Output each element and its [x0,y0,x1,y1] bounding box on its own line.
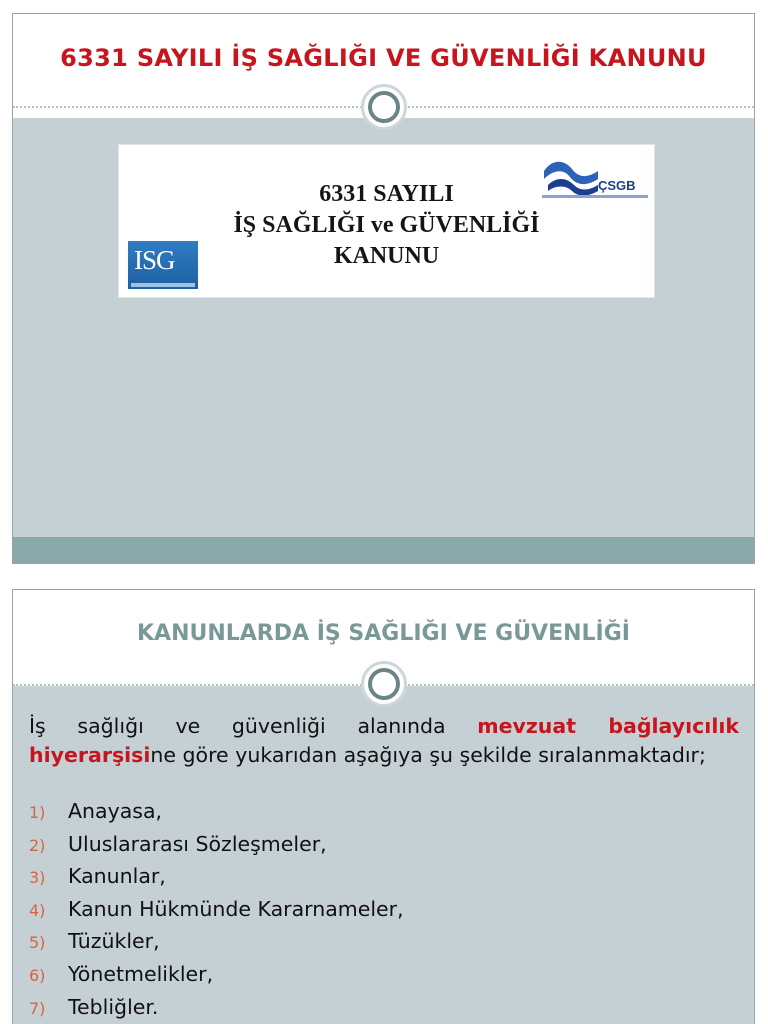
csgb-wave-icon [542,157,602,197]
intro-paragraph [29,712,739,770]
intro-highlight: mevzuat bağlayıcılık hiyerarşisi [29,714,740,767]
list-text: Tebliğler. [68,994,159,1019]
intro-text-start: İş sağlığı ve güvenliği alanında [29,714,478,738]
list-item [29,864,404,897]
list-item [29,929,404,962]
ring-ornament-icon [361,661,407,707]
list-text: Yönetmelikler, [68,961,214,986]
list-item [29,995,404,1024]
slide-1-title: 6331 SAYILI İŞ SAĞLIĞI VE GÜVENLİĞİ KANUNU [60,44,707,72]
list-item [29,962,404,995]
list-number: 2) [29,835,46,855]
legislation-hierarchy-list [29,799,404,1024]
slide-2 [12,589,755,1024]
slide-2-title: KANUNLARDA İŞ SAĞLIĞI VE GÜVENLİĞİ [137,621,630,646]
list-number: 6) [29,965,46,985]
list-text: Kanun Hükmünde Kararnameler, [68,896,404,921]
list-text: Kanunlar, [68,864,166,889]
list-number: 1) [29,803,46,822]
list-number: 4) [29,900,46,920]
list-number: 3) [29,868,46,888]
intro-text-end: ne göre yukarıdan aşağıya şu şekilde sıralanmaktadır; [150,743,706,767]
list-item [29,897,404,930]
ring-ornament-icon [361,84,407,130]
list-text: Uluslararası Sözleşmeler, [68,831,327,856]
list-text: Anayasa, [68,799,163,823]
slide-1-footer-band [13,537,754,563]
isg-logo-icon [128,241,198,289]
banner-line-2: İŞ SAĞLIĞI ve GÜVENLİĞİ [233,212,540,238]
banner-line-1: 6331 SAYILI [319,181,454,207]
isg-logo-subline [131,283,195,287]
banner-line-3: KANUNU [333,243,440,269]
law-banner-image [118,144,655,298]
list-number: 5) [29,933,46,953]
list-number: 7) [29,998,46,1018]
csgb-logo-text: ÇSGB [598,178,636,193]
list-text: Tüzükler, [68,929,160,954]
list-item [29,832,404,865]
isg-logo-text: ISG [134,245,175,275]
list-item [29,799,404,832]
slide-1 [12,13,755,564]
csgb-logo-subline [542,195,648,198]
csgb-logo-icon [542,157,648,201]
